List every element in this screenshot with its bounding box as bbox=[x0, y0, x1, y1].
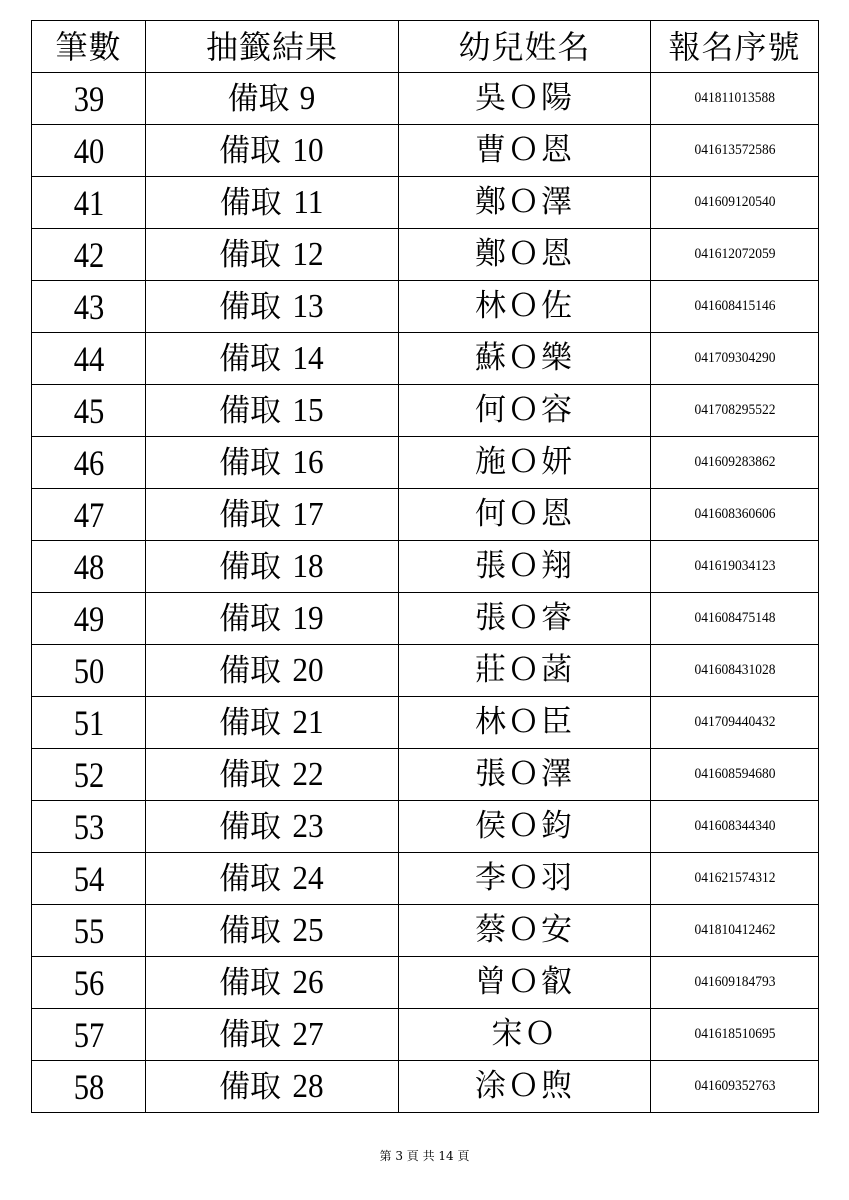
row-count: 49 bbox=[73, 598, 104, 639]
row-count: 55 bbox=[73, 910, 104, 951]
draw-result-prefix: 備取 bbox=[227, 80, 290, 117]
row-count: 56 bbox=[73, 962, 104, 1003]
row-draw-result bbox=[146, 281, 399, 333]
row-count-cell bbox=[40, 749, 137, 801]
header-child-name: 幼兒姓名 bbox=[399, 21, 651, 73]
draw-result-prefix: 備取 bbox=[219, 444, 282, 481]
row-child-name: 林Ｏ臣 bbox=[399, 697, 651, 749]
draw-result-prefix: 備取 bbox=[219, 392, 282, 429]
row-draw-result bbox=[146, 333, 399, 385]
row-draw-result bbox=[146, 541, 399, 593]
table-row bbox=[32, 73, 819, 125]
row-count-cell bbox=[40, 437, 137, 489]
row-child-name: 吳Ｏ陽 bbox=[399, 73, 651, 125]
row-registration-cell bbox=[651, 437, 819, 489]
table-row bbox=[32, 1009, 819, 1061]
row-registration-cell bbox=[651, 385, 819, 437]
page-footer: 第 3 頁 共 14 頁 bbox=[379, 1149, 470, 1163]
draw-result-prefix: 備取 bbox=[219, 860, 282, 897]
row-registration-number: 041608594680 bbox=[694, 766, 775, 782]
row-draw-result bbox=[146, 125, 399, 177]
row-child-name: 張Ｏ澤 bbox=[399, 749, 651, 801]
draw-result-prefix: 備取 bbox=[219, 340, 282, 377]
row-count-cell bbox=[40, 333, 137, 385]
row-registration-number: 041708295522 bbox=[694, 402, 775, 418]
draw-result-prefix: 備取 bbox=[219, 912, 282, 949]
draw-result-prefix: 備取 bbox=[219, 1068, 282, 1105]
row-count: 48 bbox=[73, 546, 104, 587]
row-count-cell bbox=[40, 645, 137, 697]
row-draw-result bbox=[146, 749, 399, 801]
draw-result-prefix: 備取 bbox=[219, 600, 282, 637]
draw-result-prefix: 備取 bbox=[219, 756, 282, 793]
row-draw-result bbox=[146, 645, 399, 697]
row-child-name: 何Ｏ容 bbox=[399, 385, 651, 437]
row-registration-number: 041709304290 bbox=[694, 350, 775, 366]
row-count-cell bbox=[40, 125, 137, 177]
draw-result-number: 17 bbox=[292, 495, 324, 533]
row-registration-cell bbox=[651, 281, 819, 333]
row-draw-result bbox=[146, 853, 399, 905]
row-registration-cell bbox=[651, 801, 819, 853]
row-registration-number: 041621574312 bbox=[694, 870, 775, 886]
row-count: 54 bbox=[73, 858, 104, 899]
header-count: 筆數 bbox=[32, 21, 146, 73]
row-registration-cell bbox=[651, 489, 819, 541]
row-count-cell bbox=[40, 593, 137, 645]
table-row bbox=[32, 697, 819, 749]
row-draw-result bbox=[146, 957, 399, 1009]
row-registration-number: 041618510695 bbox=[694, 1026, 775, 1042]
row-registration-number: 041619034123 bbox=[694, 558, 775, 574]
row-child-name: 涂Ｏ煦 bbox=[399, 1061, 651, 1113]
row-count-cell bbox=[40, 697, 137, 749]
row-registration-cell bbox=[651, 957, 819, 1009]
row-registration-cell bbox=[651, 853, 819, 905]
header-registration-number: 報名序號 bbox=[651, 21, 819, 73]
row-count: 45 bbox=[73, 390, 104, 431]
row-count: 46 bbox=[73, 442, 104, 483]
row-count: 39 bbox=[73, 78, 104, 119]
row-count: 50 bbox=[73, 650, 104, 691]
header-draw-result: 抽籤結果 bbox=[146, 21, 399, 73]
row-registration-number: 041612072059 bbox=[694, 246, 775, 262]
draw-result-number: 24 bbox=[292, 859, 324, 897]
row-registration-cell bbox=[651, 125, 819, 177]
table-row bbox=[32, 1061, 819, 1113]
row-draw-result bbox=[146, 229, 399, 281]
draw-result-number: 13 bbox=[292, 287, 324, 325]
draw-result-number: 23 bbox=[292, 807, 324, 845]
row-count-cell bbox=[40, 73, 137, 125]
draw-result-number: 15 bbox=[292, 391, 324, 429]
draw-result-prefix: 備取 bbox=[219, 704, 282, 741]
row-count: 44 bbox=[73, 338, 104, 379]
row-child-name: 林Ｏ佐 bbox=[399, 281, 651, 333]
row-count: 53 bbox=[73, 806, 104, 847]
row-registration-number: 041811013588 bbox=[694, 90, 775, 106]
lottery-results-table bbox=[31, 20, 819, 1113]
row-count: 57 bbox=[73, 1014, 104, 1055]
draw-result-number: 16 bbox=[292, 443, 324, 481]
row-draw-result bbox=[146, 177, 399, 229]
draw-result-prefix: 備取 bbox=[219, 236, 282, 273]
row-draw-result bbox=[146, 1009, 399, 1061]
row-registration-cell bbox=[651, 177, 819, 229]
row-draw-result bbox=[146, 905, 399, 957]
draw-result-number: 26 bbox=[292, 963, 324, 1001]
row-count: 52 bbox=[73, 754, 104, 795]
row-registration-cell bbox=[651, 593, 819, 645]
draw-result-prefix: 備取 bbox=[219, 496, 282, 533]
draw-result-prefix: 備取 bbox=[219, 132, 282, 169]
row-draw-result bbox=[146, 1061, 399, 1113]
row-registration-number: 041609352763 bbox=[694, 1078, 775, 1094]
table-row bbox=[32, 853, 819, 905]
row-child-name: 侯Ｏ鈞 bbox=[399, 801, 651, 853]
row-child-name: 何Ｏ恩 bbox=[399, 489, 651, 541]
row-child-name: 莊Ｏ菡 bbox=[399, 645, 651, 697]
row-child-name: 蘇Ｏ樂 bbox=[399, 333, 651, 385]
draw-result-prefix: 備取 bbox=[219, 652, 282, 689]
draw-result-number: 20 bbox=[292, 651, 324, 689]
table-row bbox=[32, 645, 819, 697]
row-child-name: 曾Ｏ叡 bbox=[399, 957, 651, 1009]
row-registration-number: 041608475148 bbox=[694, 610, 775, 626]
row-count-cell bbox=[40, 853, 137, 905]
row-child-name: 蔡Ｏ安 bbox=[399, 905, 651, 957]
header-row bbox=[32, 21, 819, 73]
row-registration-cell bbox=[651, 749, 819, 801]
draw-result-number: 19 bbox=[292, 599, 324, 637]
table-row bbox=[32, 489, 819, 541]
row-count-cell bbox=[40, 177, 137, 229]
row-registration-cell bbox=[651, 645, 819, 697]
draw-result-prefix: 備取 bbox=[219, 964, 282, 1001]
row-child-name: 李Ｏ羽 bbox=[399, 853, 651, 905]
table-body bbox=[32, 73, 819, 1113]
table-row bbox=[32, 749, 819, 801]
draw-result-prefix: 備取 bbox=[219, 184, 282, 221]
row-draw-result bbox=[146, 437, 399, 489]
row-registration-cell bbox=[651, 333, 819, 385]
row-draw-result bbox=[146, 593, 399, 645]
row-child-name: 張Ｏ翔 bbox=[399, 541, 651, 593]
row-child-name: 施Ｏ妍 bbox=[399, 437, 651, 489]
row-count: 41 bbox=[73, 182, 104, 223]
row-registration-number: 041609184793 bbox=[694, 974, 775, 990]
row-registration-cell bbox=[651, 697, 819, 749]
draw-result-number: 14 bbox=[292, 339, 324, 377]
row-registration-number: 041609120540 bbox=[694, 194, 775, 210]
row-registration-number: 041709440432 bbox=[694, 714, 775, 730]
draw-result-prefix: 備取 bbox=[219, 548, 282, 585]
table-row bbox=[32, 593, 819, 645]
row-registration-number: 041608431028 bbox=[694, 662, 775, 678]
row-count-cell bbox=[40, 385, 137, 437]
table-row bbox=[32, 905, 819, 957]
row-count-cell bbox=[40, 281, 137, 333]
row-draw-result bbox=[146, 489, 399, 541]
row-child-name: 宋Ｏ bbox=[399, 1009, 651, 1061]
row-registration-number: 041608415146 bbox=[694, 298, 775, 314]
row-count: 58 bbox=[73, 1066, 104, 1107]
row-count-cell bbox=[40, 801, 137, 853]
row-registration-number: 041613572586 bbox=[694, 142, 775, 158]
table-row bbox=[32, 801, 819, 853]
draw-result-number: 22 bbox=[292, 755, 324, 793]
row-child-name: 張Ｏ睿 bbox=[399, 593, 651, 645]
row-count-cell bbox=[40, 1061, 137, 1113]
table-row bbox=[32, 125, 819, 177]
row-registration-number: 041810412462 bbox=[694, 922, 775, 938]
draw-result-number: 11 bbox=[292, 183, 323, 221]
row-registration-cell bbox=[651, 1061, 819, 1113]
draw-result-number: 27 bbox=[292, 1015, 324, 1053]
table-row bbox=[32, 541, 819, 593]
row-child-name: 鄭Ｏ澤 bbox=[399, 177, 651, 229]
draw-result-number: 18 bbox=[292, 547, 324, 585]
row-count: 42 bbox=[73, 234, 104, 275]
draw-result-prefix: 備取 bbox=[219, 288, 282, 325]
row-count-cell bbox=[40, 905, 137, 957]
row-count: 47 bbox=[73, 494, 104, 535]
draw-result-prefix: 備取 bbox=[219, 808, 282, 845]
table-row bbox=[32, 385, 819, 437]
row-count: 43 bbox=[73, 286, 104, 327]
draw-result-prefix: 備取 bbox=[219, 1016, 282, 1053]
row-draw-result bbox=[146, 697, 399, 749]
row-draw-result bbox=[146, 801, 399, 853]
draw-result-number: 25 bbox=[292, 911, 324, 949]
row-registration-cell bbox=[651, 73, 819, 125]
table-row bbox=[32, 281, 819, 333]
draw-result-number: 9 bbox=[300, 79, 316, 117]
draw-result-number: 12 bbox=[292, 235, 324, 273]
table-row bbox=[32, 229, 819, 281]
draw-result-number: 10 bbox=[292, 131, 324, 169]
row-registration-cell bbox=[651, 905, 819, 957]
draw-result-number: 21 bbox=[292, 703, 324, 741]
row-count-cell bbox=[40, 957, 137, 1009]
table-row bbox=[32, 437, 819, 489]
table-row bbox=[32, 957, 819, 1009]
row-registration-cell bbox=[651, 229, 819, 281]
table-row bbox=[32, 333, 819, 385]
row-registration-cell bbox=[651, 541, 819, 593]
row-registration-number: 041608360606 bbox=[694, 506, 775, 522]
row-count-cell bbox=[40, 1009, 137, 1061]
row-child-name: 鄭Ｏ恩 bbox=[399, 229, 651, 281]
row-registration-number: 041608344340 bbox=[694, 818, 775, 834]
row-count-cell bbox=[40, 229, 137, 281]
row-child-name: 曹Ｏ恩 bbox=[399, 125, 651, 177]
draw-result-number: 28 bbox=[292, 1067, 324, 1105]
table-row bbox=[32, 177, 819, 229]
row-registration-number: 041609283862 bbox=[694, 454, 775, 470]
table-header bbox=[32, 21, 819, 73]
row-draw-result bbox=[146, 73, 399, 125]
row-count: 51 bbox=[73, 702, 104, 743]
row-count: 40 bbox=[73, 130, 104, 171]
row-registration-cell bbox=[651, 1009, 819, 1061]
row-count-cell bbox=[40, 489, 137, 541]
row-draw-result bbox=[146, 385, 399, 437]
row-count-cell bbox=[40, 541, 137, 593]
